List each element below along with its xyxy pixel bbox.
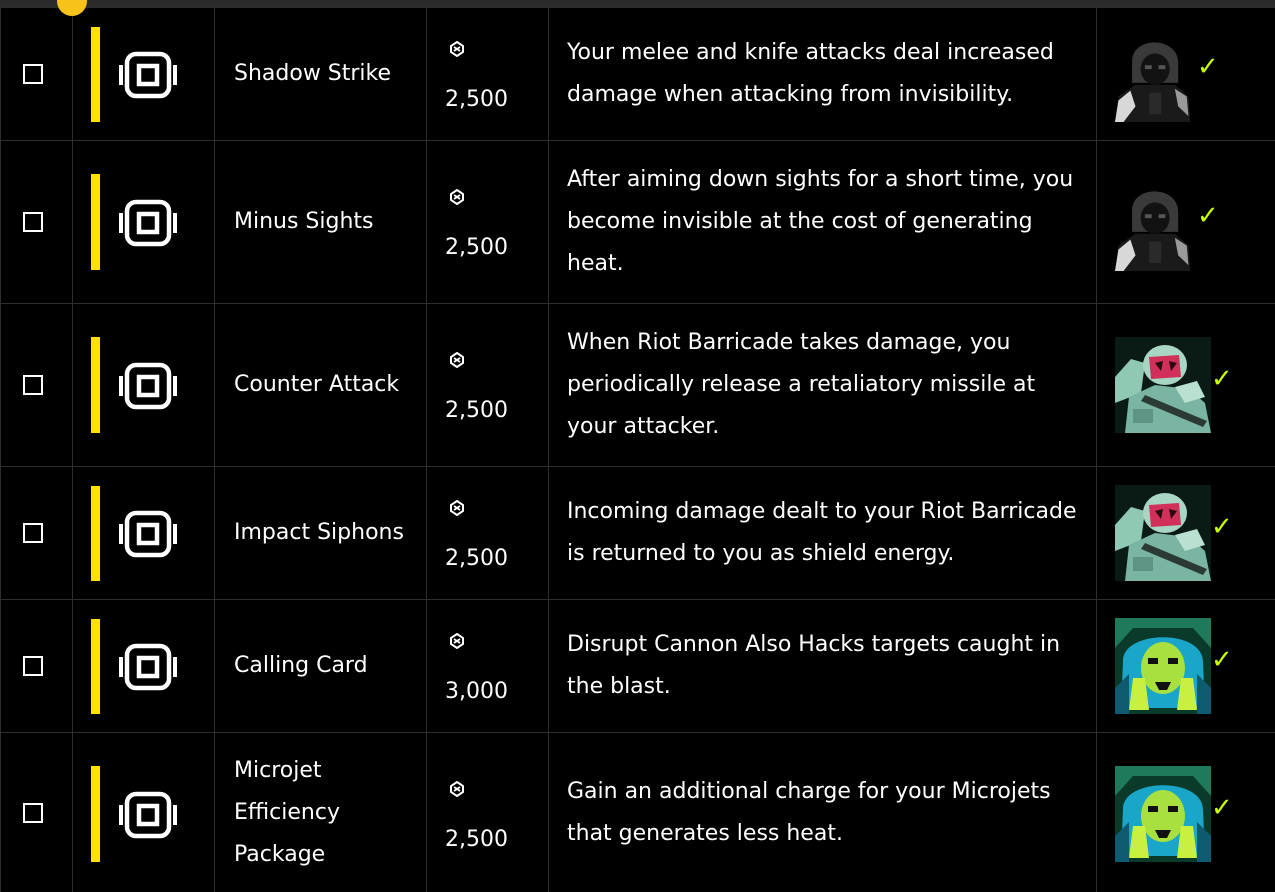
description-cell [549, 467, 1097, 600]
owned-check-icon: ✓ [1211, 364, 1233, 394]
description-cell [549, 600, 1097, 733]
perk-description: Gain an additional charge for your Microjets that generates less heat. [567, 779, 1051, 846]
perk-description: Incoming damage dealt to your Riot Barricade is returned to you as shield energy. [567, 499, 1077, 566]
mod-icon-cell [73, 304, 215, 467]
name-cell [215, 8, 427, 141]
character-cell [1097, 8, 1275, 141]
character-portrait [1115, 177, 1197, 271]
table-row[interactable] [1, 467, 1275, 600]
character-cell [1097, 141, 1275, 304]
character-cell [1097, 733, 1275, 892]
perk-description: After aiming down sights for a short time, you become invisible at the cost of generating heat. [567, 167, 1074, 276]
description-cell [549, 733, 1097, 892]
character-portrait [1115, 337, 1211, 433]
credit-coin-icon [449, 781, 465, 797]
rarity-bar [91, 174, 100, 270]
perk-name: Calling Card [234, 653, 368, 678]
chip-mod-icon [117, 643, 179, 691]
mod-icon-cell [73, 8, 215, 141]
select-checkbox[interactable] [23, 212, 43, 232]
table-row[interactable] [1, 8, 1275, 141]
credit-coin-icon [449, 633, 465, 649]
cost-cell [427, 733, 549, 892]
perk-name: Counter Attack [234, 372, 400, 397]
character-cell [1097, 304, 1275, 467]
perk-cost: 2,500 [445, 398, 508, 423]
chip-mod-icon [117, 51, 179, 99]
rarity-bar [91, 27, 100, 122]
credit-coin-icon [449, 41, 465, 57]
select-cell [1, 600, 73, 733]
perk-name: Microjet Efficiency Package [234, 758, 340, 867]
mod-icon-cell [73, 600, 215, 733]
name-cell [215, 304, 427, 467]
owned-check-icon: ✓ [1197, 201, 1219, 231]
name-cell [215, 733, 427, 892]
header-strip [0, 0, 1275, 7]
table-row[interactable] [1, 600, 1275, 733]
credit-coin-icon [449, 500, 465, 516]
perk-name: Impact Siphons [234, 520, 404, 545]
cost-cell [427, 467, 549, 600]
cost-cell [427, 141, 549, 304]
description-cell [549, 304, 1097, 467]
cost-cell [427, 600, 549, 733]
perk-description: Disrupt Cannon Also Hacks targets caught in the blast. [567, 632, 1061, 699]
perk-cost: 2,500 [445, 546, 508, 571]
select-cell [1, 733, 73, 892]
name-cell [215, 141, 427, 304]
perk-description: When Riot Barricade takes damage, you periodically release a retaliatory missile at your attacker. [567, 330, 1036, 439]
owned-check-icon: ✓ [1197, 52, 1219, 82]
select-cell [1, 141, 73, 304]
select-checkbox[interactable] [23, 803, 43, 823]
perk-cost: 3,000 [445, 679, 508, 704]
character-portrait [1115, 28, 1197, 122]
perk-cost: 2,500 [445, 235, 508, 260]
select-cell [1, 8, 73, 141]
character-cell [1097, 467, 1275, 600]
owned-check-icon: ✓ [1211, 793, 1233, 823]
credit-coin-icon [449, 352, 465, 368]
select-checkbox[interactable] [23, 64, 43, 84]
perk-cost: 2,500 [445, 87, 508, 112]
select-cell [1, 467, 73, 600]
description-cell [549, 141, 1097, 304]
mod-icon-cell [73, 141, 215, 304]
perk-name: Shadow Strike [234, 61, 392, 86]
chip-mod-icon [117, 362, 179, 410]
name-cell [215, 467, 427, 600]
chip-mod-icon [117, 199, 179, 247]
character-portrait [1115, 618, 1211, 714]
select-checkbox[interactable] [23, 375, 43, 395]
character-portrait [1115, 766, 1211, 862]
rarity-bar [91, 337, 100, 433]
chip-mod-icon [117, 791, 179, 839]
table-row[interactable] [1, 733, 1275, 892]
select-checkbox[interactable] [23, 523, 43, 543]
credit-coin-icon [449, 189, 465, 205]
owned-check-icon: ✓ [1211, 512, 1233, 542]
rarity-bar [91, 619, 100, 714]
perk-cost: 2,500 [445, 827, 508, 852]
character-portrait [1115, 485, 1211, 581]
mod-icon-cell [73, 733, 215, 892]
chip-mod-icon [117, 510, 179, 558]
table-row[interactable] [1, 141, 1275, 304]
character-cell [1097, 600, 1275, 733]
rarity-bar [91, 486, 100, 581]
perk-description: Your melee and knife attacks deal increased damage when attacking from invisibility. [567, 40, 1054, 107]
perk-table [0, 7, 1275, 892]
name-cell [215, 600, 427, 733]
select-cell [1, 304, 73, 467]
description-cell [549, 8, 1097, 141]
rarity-bar [91, 766, 100, 862]
perk-name: Minus Sights [234, 209, 374, 234]
select-checkbox[interactable] [23, 656, 43, 676]
cost-cell [427, 304, 549, 467]
mod-icon-cell [73, 467, 215, 600]
table-row[interactable] [1, 304, 1275, 467]
owned-check-icon: ✓ [1211, 645, 1233, 675]
cost-cell [427, 8, 549, 141]
